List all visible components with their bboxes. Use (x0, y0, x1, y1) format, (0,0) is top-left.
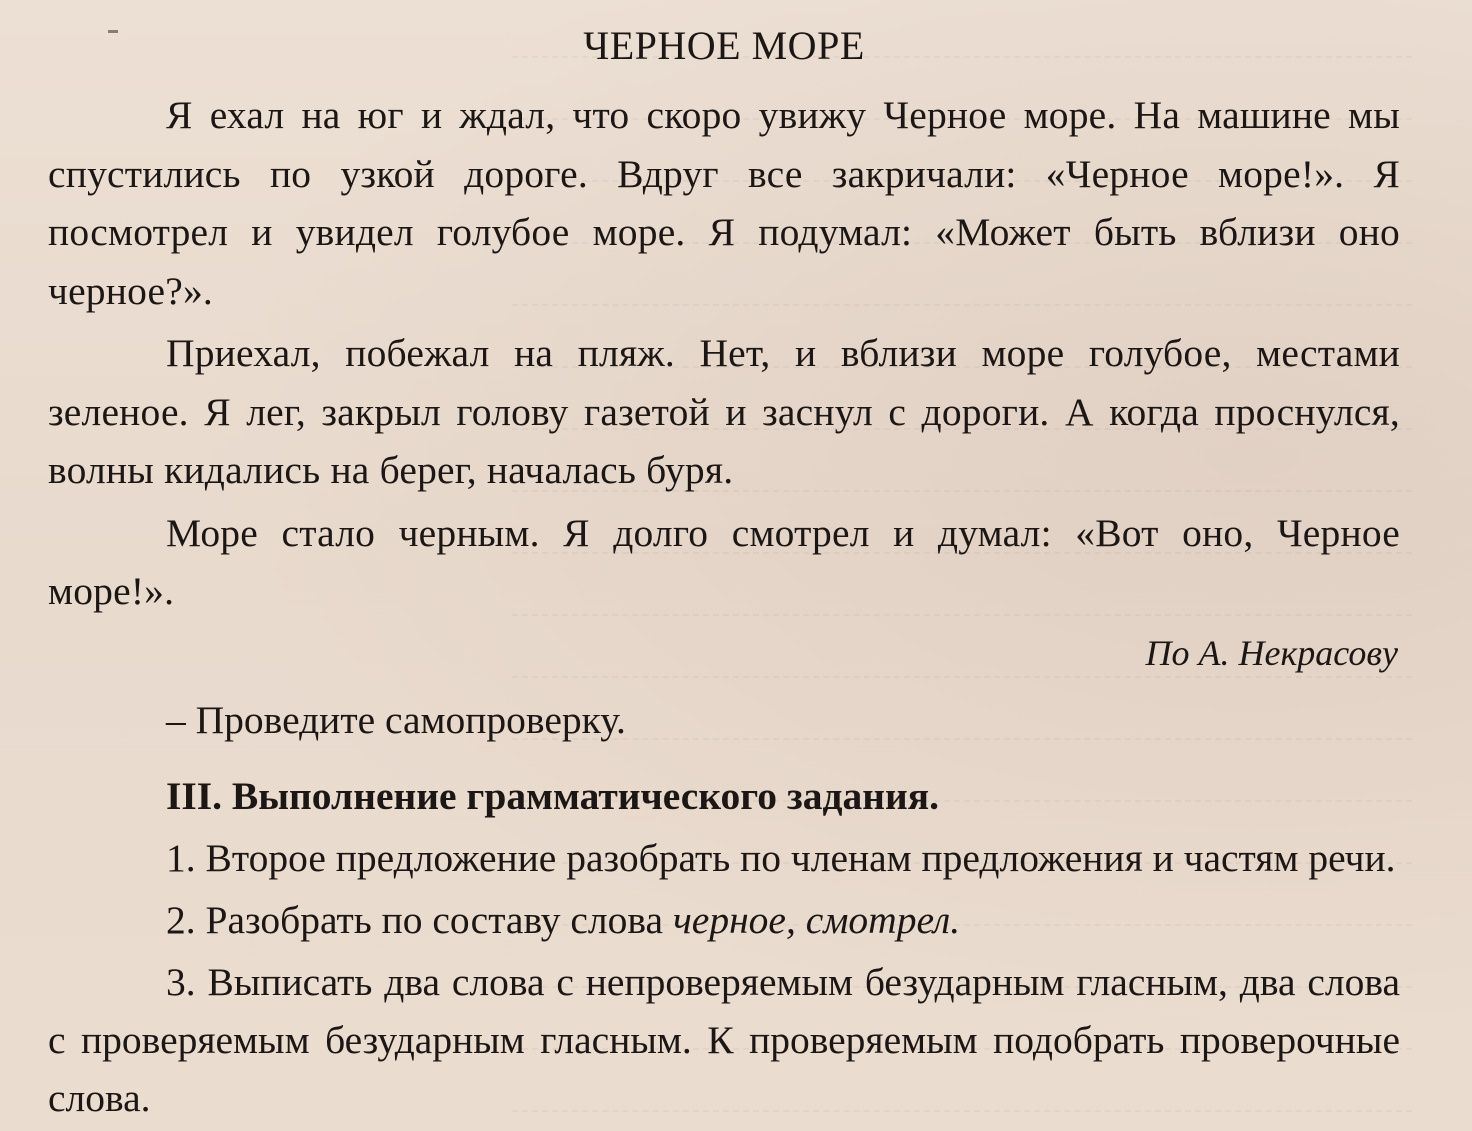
task-2-text: 2. Разобрать по составу слова (166, 897, 673, 942)
story-title: ЧЕРНОЕ МОРЕ (583, 23, 865, 68)
text-block (48, 18, 1400, 1131)
story-paragraph-1: Я ехал на юг и ждал, что скоро увижу Черное море. На машине мы спустились по узкой дороге. Вдруг все закричали: «Черное море!». Я посмотрел и увидел голубое море. Я подумал: «Может быть вблизи оно черное?». (48, 93, 1400, 313)
story-attribution: По А. Некрасову (1145, 632, 1398, 673)
story-paragraph-3: Море стало черным. Я долго смотрел и думал: «Вот оно, Черное море!». (48, 510, 1400, 613)
task-2 (48, 891, 1400, 949)
task-2-words: черное, смотрел. (672, 897, 961, 942)
section-heading: III. Выполнение грамматического задания. (166, 773, 940, 818)
self-check-instruction: – Проведите самопроверку. (166, 697, 626, 742)
story-paragraph-2: Приехал, побежал на пляж. Нет, и вблизи море голубое, местами зеленое. Я лег, закрыл голову газетой и заснул с дороги. А когда проснулся, волны кидались на берег, началась буря. (48, 331, 1400, 492)
task-3: 3. Выписать два слова с непроверяемым безударным гласным, два слова с проверяемым безударным гласным. К проверяемым подобрать проверочные слова. (48, 959, 1400, 1120)
task-1: 1. Второе предложение разобрать по членам предложения и частям речи. (166, 835, 1396, 880)
